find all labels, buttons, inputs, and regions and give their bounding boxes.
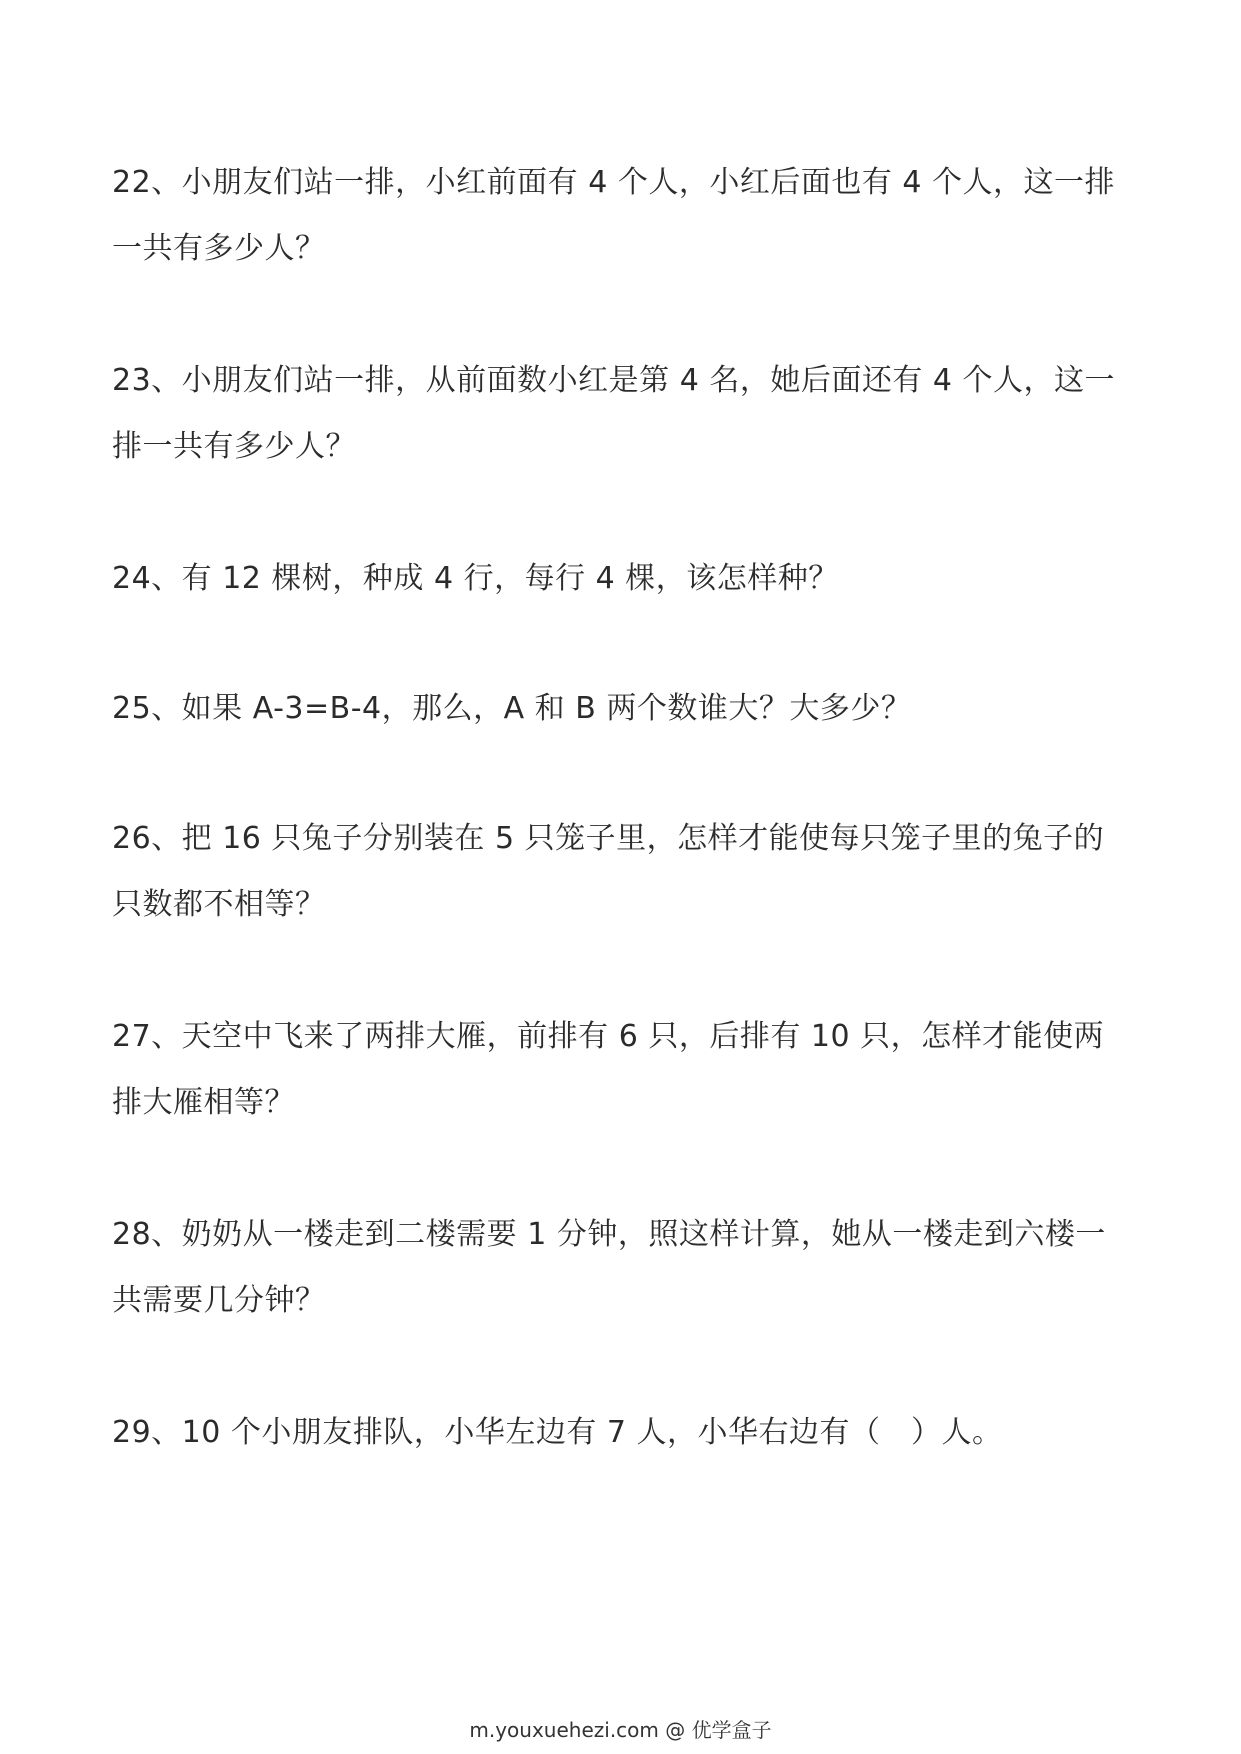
question-23: 23、小朋友们站一排，从前面数小红是第 4 名，她后面还有 4 个人，这一排一共有多少人？ bbox=[112, 363, 1115, 464]
question-22: 22、小朋友们站一排，小红前面有 4 个人，小红后面也有 4 个人，这一排一共有多少人？ bbox=[112, 165, 1115, 266]
question-29: 29、10 个小朋友排队，小华左边有 7 人，小华右边有（ ）人。 bbox=[112, 1415, 1003, 1450]
question-28: 28、奶奶从一楼走到二楼需要 1 分钟，照这样计算，她从一楼走到六楼一共需要几分钟？ bbox=[112, 1217, 1106, 1318]
question-27: 27、天空中飞来了两排大雁，前排有 6 只，后排有 10 只，怎样才能使两排大雁相等？ bbox=[112, 1019, 1105, 1120]
footer-watermark: m.youxuehezi.com @ 优学盒子 bbox=[469, 1718, 772, 1742]
question-24: 24、有 12 棵树，种成 4 行，每行 4 棵，该怎样种？ bbox=[112, 561, 839, 596]
question-25: 25、如果 A-3=B-4，那么，A 和 B 两个数谁大？大多少？ bbox=[112, 691, 912, 726]
question-26: 26、把 16 只兔子分别装在 5 只笼子里，怎样才能使每只笼子里的兔子的只数都不相等？ bbox=[112, 821, 1105, 922]
